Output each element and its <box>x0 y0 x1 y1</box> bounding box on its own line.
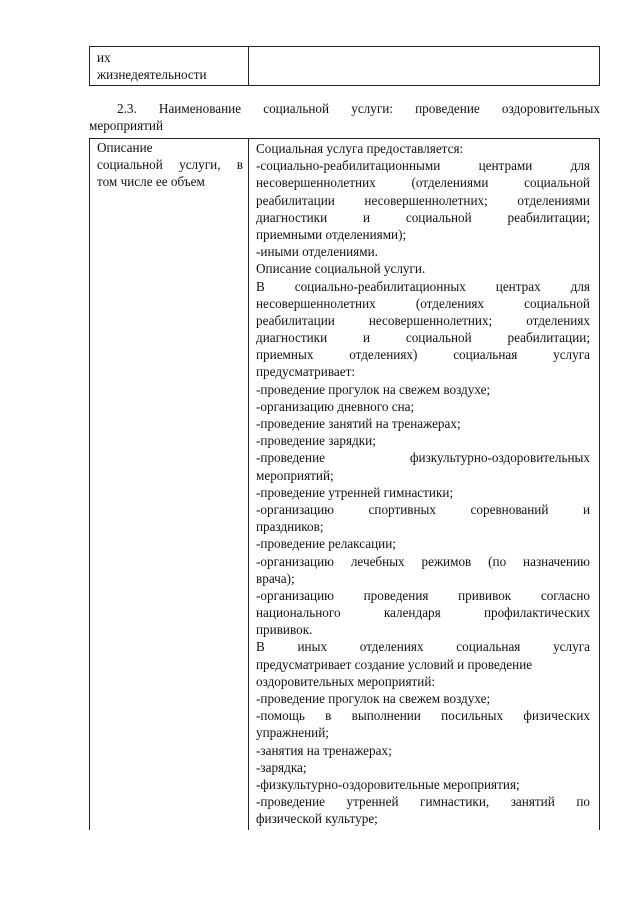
text-line <box>256 432 590 449</box>
word: Наименование <box>158 101 242 116</box>
column-divider <box>248 139 249 830</box>
word: центрах <box>495 278 541 294</box>
word: и <box>362 209 371 225</box>
text-line <box>256 381 590 398</box>
text-line <box>256 656 590 673</box>
word: -проведение прогулок на свежем воздухе; <box>256 381 491 397</box>
word: В <box>256 278 265 294</box>
word: центрами <box>478 158 533 174</box>
word: -занятия на тренажерах; <box>256 742 392 758</box>
word: для <box>570 158 590 174</box>
word: социальной <box>524 295 590 311</box>
word: (отделениях <box>415 295 485 311</box>
text-line <box>256 535 590 552</box>
word: -проведение утренней гимнастики; <box>256 484 454 500</box>
word: календаря <box>383 605 441 621</box>
word: -организацию <box>256 587 334 603</box>
word: лечебных <box>350 553 405 569</box>
word: -иными отделениями. <box>256 244 378 260</box>
word: предусматривает: <box>256 364 356 380</box>
word: реабилитации <box>256 192 335 208</box>
word: физкультурно-оздоровительных <box>409 450 590 466</box>
text-line <box>256 192 590 209</box>
word: оздоровительных мероприятий: <box>256 673 436 689</box>
word: праздников; <box>256 519 324 535</box>
word: отделениях <box>359 639 424 655</box>
word: мероприятий; <box>256 467 334 483</box>
column-divider <box>248 47 249 85</box>
text-line <box>256 295 590 312</box>
word: несовершеннолетних; <box>364 192 488 208</box>
text-line <box>256 501 590 518</box>
word: назначению <box>523 553 590 569</box>
word: социальная <box>456 639 521 655</box>
word: социальной <box>524 175 590 191</box>
word: -проведение <box>256 794 325 810</box>
text-line <box>97 157 243 174</box>
text-line <box>256 449 590 466</box>
text-line <box>256 363 590 380</box>
word: в <box>236 156 243 172</box>
table-cell-text: их <box>97 50 111 65</box>
text-line <box>256 226 590 243</box>
word: проведения <box>363 587 429 603</box>
word: согласно <box>540 587 590 603</box>
section-heading-line2: мероприятий <box>89 118 164 133</box>
text-line <box>256 312 590 329</box>
text-line <box>256 553 590 570</box>
word: утренней <box>346 794 399 810</box>
word: социально-реабилитационных <box>294 278 466 294</box>
word: -организацию <box>256 553 334 569</box>
word: несовершеннолетних <box>256 175 376 191</box>
word: -помощь <box>256 708 305 724</box>
text-line <box>256 518 590 535</box>
word: -проведение прогулок на свежем воздухе; <box>256 691 491 706</box>
word: Описание <box>97 140 153 155</box>
word: по <box>576 794 590 810</box>
word: выполнении <box>351 708 421 724</box>
word: услуга <box>553 639 590 655</box>
word: физических <box>523 708 590 724</box>
word: социальной <box>263 101 330 116</box>
text-line <box>256 638 590 655</box>
word: услуга <box>553 347 590 363</box>
previous-table-fragment <box>89 46 600 86</box>
table-cell-text: жизнедеятельности <box>97 67 207 82</box>
word: (по <box>488 553 507 569</box>
text-line <box>256 621 590 638</box>
word: Социальная услуга предоставляется: <box>256 141 464 156</box>
text-line <box>256 243 590 260</box>
word: отделениями <box>517 192 590 208</box>
word: В <box>256 639 265 655</box>
word: приемных <box>256 347 314 363</box>
word: иных <box>297 639 328 655</box>
word: для <box>570 278 590 294</box>
word: национального <box>256 605 341 621</box>
text-line <box>256 484 590 501</box>
text-line <box>256 707 590 724</box>
word: в <box>325 708 332 724</box>
word: -проведение зарядки; <box>256 433 376 449</box>
text-line <box>256 140 590 157</box>
word: -зарядка; <box>256 759 307 775</box>
word: физической культуре; <box>256 811 378 827</box>
word: прививок <box>458 587 512 603</box>
word: услуги: <box>351 101 393 116</box>
text-line <box>256 570 590 587</box>
word: диагностики <box>256 209 328 225</box>
word: отделениях) <box>349 347 418 363</box>
word: предусматривает создание условий и проведение <box>256 656 533 672</box>
text-line <box>256 793 590 810</box>
text-line <box>256 346 590 363</box>
word: (отделениями <box>411 175 489 191</box>
word: и <box>582 501 590 517</box>
word: гимнастики, <box>420 794 490 810</box>
word: -социально-реабилитационными <box>256 158 441 174</box>
word: оздоровительных <box>501 101 600 116</box>
text-line <box>97 174 243 191</box>
text-line <box>256 278 590 295</box>
word: посильных <box>441 708 504 724</box>
word: Описание социальной услуги. <box>256 261 426 277</box>
text-line <box>256 209 590 226</box>
text-line <box>97 140 243 157</box>
word: социальной <box>405 209 472 225</box>
text-line <box>256 690 590 707</box>
text-line <box>256 260 590 277</box>
word: профилактических <box>483 605 590 621</box>
word: реабилитации; <box>507 209 590 225</box>
word: -проведение <box>256 450 325 466</box>
text-line <box>256 724 590 741</box>
word: проведение <box>415 101 480 116</box>
word: диагностики <box>256 330 328 346</box>
word: режимов <box>421 553 472 569</box>
text-line <box>256 174 590 191</box>
word: и <box>362 330 371 346</box>
word: социальная <box>453 347 518 363</box>
table-description-cell <box>256 140 590 828</box>
word: 2.3. <box>117 101 137 116</box>
text-line <box>256 398 590 415</box>
text-line <box>256 810 590 827</box>
word: отделениях <box>526 312 590 328</box>
word: упражнений; <box>256 725 329 741</box>
word: -проведение занятий на тренажерах; <box>256 416 461 431</box>
word: услуги, <box>179 156 221 172</box>
word: несовершеннолетних <box>256 295 376 311</box>
word: социальной <box>405 330 472 346</box>
table-label-cell <box>97 140 243 190</box>
word: реабилитации <box>256 312 335 328</box>
service-table <box>89 138 600 830</box>
text-line <box>256 329 590 346</box>
word: -проведение релаксации; <box>256 536 396 552</box>
text-line <box>256 604 590 621</box>
text-line <box>256 157 590 174</box>
text-line <box>256 742 590 759</box>
word: врача); <box>256 570 295 586</box>
text-line <box>256 467 590 484</box>
section-heading-line1 <box>117 101 600 117</box>
word: -организацию дневного сна; <box>256 398 415 414</box>
word: несовершеннолетних; <box>368 312 493 328</box>
word: -организацию <box>256 501 334 517</box>
text-line <box>256 776 590 793</box>
text-line <box>256 759 590 776</box>
text-line <box>256 415 590 432</box>
word: занятий <box>510 794 555 810</box>
word: социальной <box>97 156 163 172</box>
word: -физкультурно-оздоровительные мероприятия; <box>256 776 520 792</box>
word: спортивных <box>368 501 437 517</box>
word: реабилитации; <box>507 330 590 346</box>
text-line <box>256 587 590 604</box>
word: соревнований <box>470 501 549 517</box>
text-line <box>256 673 590 690</box>
word: прививок. <box>256 622 313 638</box>
word: том числе ее объем <box>97 173 205 189</box>
word: приемными отделениями); <box>256 226 407 242</box>
